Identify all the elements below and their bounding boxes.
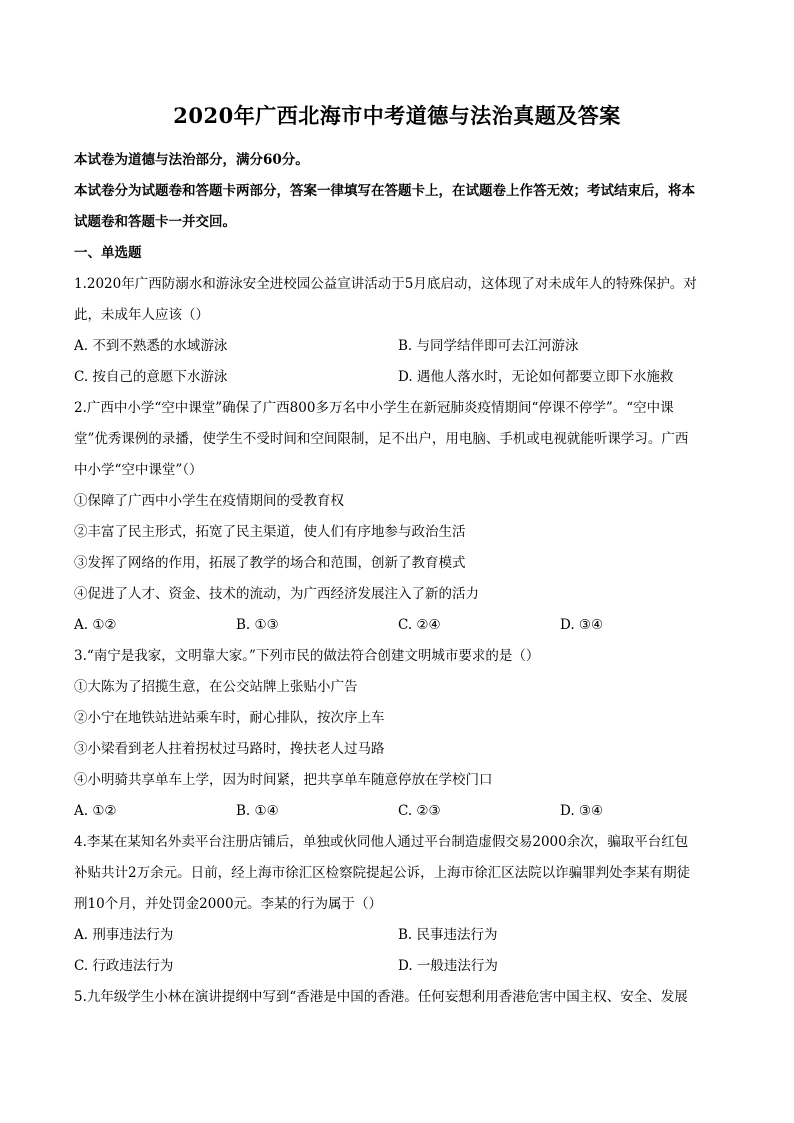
question-1-options-row-1 (74, 331, 722, 362)
question-1-option-a: A. 不到不熟悉的水域游泳 (74, 338, 228, 354)
question-2-stem: 2.广西中小学“空中课堂”确保了广西800多万名中小学生在新冠肺炎疫情期间“停课不停学”。“空中课 (74, 400, 674, 416)
question-3-option-c: C. ②③ (398, 803, 441, 819)
question-1-option-b: B. 与同学结伴即可去江河游泳 (398, 338, 579, 354)
question-3-option-d: D. ③④ (560, 803, 604, 819)
document-title: 2020年广西北海市中考道德与法治真题及答案 (173, 103, 621, 128)
question-2-stem: 中小学“空中课堂”（） (74, 462, 203, 478)
question-4-stem: 补贴共计2万余元。日前，经上海市徐汇区检察院提起公诉，上海市徐汇区法院以诈骗罪判处李某有期徒 (74, 865, 691, 881)
section-heading: 一、单选题 (74, 245, 142, 261)
question-2-option-a: A. ①② (74, 617, 117, 633)
question-4-option-a: A. 刑事违法行为 (74, 927, 174, 943)
intro-score-line: 本试卷为道德与法治部分，满分60分。 (74, 152, 309, 168)
question-3-statement-4: ④小明骑共享单车上学，因为时间紧，把共享单车随意停放在学校门口 (74, 772, 493, 788)
question-4-stem: 4.李某在某知名外卖平台注册店铺后，单独或伙同他人通过平台制造虚假交易2000余次，骗取平台红包 (74, 834, 689, 850)
question-4-options-row-1 (74, 920, 722, 951)
intro-instructions-line-2: 试题卷和答题卡一并交回。 (74, 214, 236, 230)
question-2-stem: 堂”优秀课例的录播，使学生不受时间和空间限制，足不出户，用电脑、手机或电视就能听课学习。广西 (74, 431, 689, 447)
question-3-statement-1: ①大陈为了招揽生意，在公交站牌上张贴小广告 (74, 679, 358, 695)
question-4-option-c: C. 行政违法行为 (74, 958, 174, 974)
question-1-options-row-2 (74, 362, 722, 393)
document-body (74, 145, 722, 1013)
question-2-options (74, 610, 722, 641)
question-5-stem: 5.九年级学生小林在演讲提纲中写到“香港是中国的香港。任何妄想利用香港危害中国主权、安全、发展 (74, 989, 688, 1005)
question-2-statement-3: ③发挥了网络的作用，拓展了教学的场合和范围，创新了教育模式 (74, 555, 466, 571)
question-2-statement-2: ②丰富了民主形式，拓宽了民主渠道，使人们有序地参与政治生活 (74, 524, 466, 540)
question-4-option-b: B. 民事违法行为 (398, 927, 498, 943)
question-3-option-b: B. ①④ (236, 803, 279, 819)
question-4-options-row-2 (74, 951, 722, 982)
question-1-stem: 此，未成年人应该（） (74, 307, 209, 323)
question-4-option-d: D. 一般违法行为 (398, 958, 498, 974)
question-2-statement-4: ④促进了人才、资金、技术的流动，为广西经济发展注入了新的活力 (74, 586, 479, 602)
question-1-option-c: C. 按自己的意愿下水游泳 (74, 369, 228, 385)
question-2-option-d: D. ③④ (560, 617, 604, 633)
question-2-statement-1: ①保障了广西中小学生在疫情期间的受教育权 (74, 493, 344, 509)
question-1-option-d: D. 遇他人落水时，无论如何都要立即下水施救 (398, 369, 674, 385)
question-3-statement-2: ②小宁在地铁站进站乘车时，耐心排队，按次序上车 (74, 710, 385, 726)
question-2-option-b: B. ①③ (236, 617, 279, 633)
question-3-options (74, 796, 722, 827)
question-3-statement-3: ③小梁看到老人拄着拐杖过马路时，搀扶老人过马路 (74, 741, 385, 757)
question-3-option-a: A. ①② (74, 803, 117, 819)
intro-instructions-line-1: 本试卷分为试题卷和答题卡两部分，答案一律填写在答题卡上，在试题卷上作答无效；考试结束后，将本 (74, 183, 695, 199)
question-2-option-c: C. ②④ (398, 617, 441, 633)
question-3-stem: 3.“南宁是我家，文明靠大家。”下列市民的做法符合创建文明城市要求的是（） (74, 648, 540, 664)
question-4-stem: 刑10个月，并处罚金2000元。李某的行为属于（） (74, 896, 383, 912)
question-1-stem: 1.2020年广西防溺水和游泳安全进校园公益宣讲活动于5月底启动，这体现了对未成年人的特殊保护。对 (74, 276, 697, 292)
